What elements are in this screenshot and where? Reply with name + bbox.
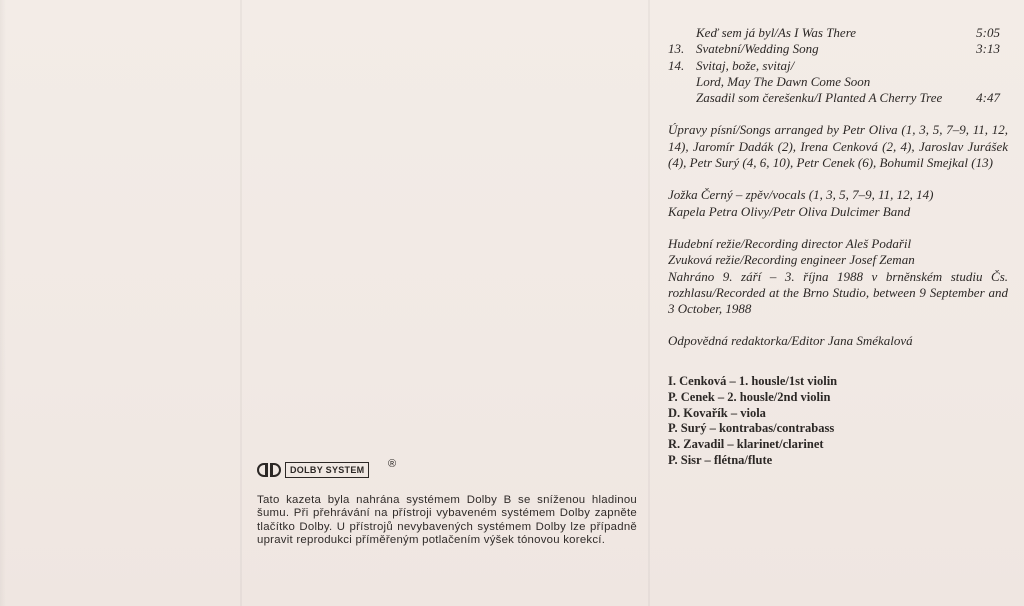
- track-item: Keď sem já byl/As I Was There 5:05: [696, 25, 1000, 40]
- recording-director: Hudební režie/Recording director Aleš Podařil: [668, 235, 912, 251]
- editor-credit: Odpovědná redaktorka/Editor Jana Smékalová: [668, 333, 913, 349]
- fold-line: [648, 0, 650, 606]
- dolby-notice: Tato kazeta byla nahrána systémem Dolby B se sníženou hladinou šumu. Při přehrávání na přístroji vybaveném systémem Dolby zapněte tlačítko Dolby. U přístrojů nevybavených systémem Dolby lze případně upravit reprodukci příměřeným potlačením výšek tónovou korekcí.: [257, 494, 637, 547]
- track-list: [668, 25, 1008, 106]
- list-item: I. Cenková – 1. housle/1st violin: [668, 374, 838, 388]
- credits-column: [668, 25, 1008, 350]
- list-item: P. Sisr – flétna/flute: [668, 452, 773, 467]
- list-item: P. Cenek – 2. housle/2nd violin: [668, 389, 831, 404]
- recording-engineer: Zvuková režie/Recording engineer Josef Zeman: [668, 252, 915, 268]
- track-item: Lord, May The Dawn Come Soon: [696, 73, 871, 89]
- list-item: D. Kovařík – viola: [668, 405, 766, 420]
- track-item: 14. Svitaj, bože, svitaj/: [668, 57, 795, 73]
- vocals-credit: Jožka Černý – zpěv/vocals (1, 3, 5, 7–9, 11, 12, 14): [668, 187, 934, 203]
- list-item: P. Surý – kontrabas/contrabass: [668, 421, 835, 436]
- dolby-logo: [257, 460, 369, 480]
- musicians-list: [668, 374, 988, 469]
- track-item: Zasadil som čerešenku/I Planted A Cherry Tree 4:47: [696, 90, 1000, 106]
- dolby-system-label: DOLBY SYSTEM: [285, 462, 369, 478]
- registered-mark: ®: [388, 458, 397, 470]
- list-item: R. Zavadil – klarinet/clarinet: [668, 437, 824, 452]
- fold-line: [240, 0, 242, 606]
- double-d-icon: [257, 463, 281, 477]
- track-item: 13. Svatební/Wedding Song 3:13: [668, 41, 1000, 57]
- band-credit: Kapela Petra Olivy/Petr Oliva Dulcimer Band: [668, 203, 911, 219]
- recording-info: Nahráno 9. září – 3. října 1988 v brněnském studiu Čs. rozhlasu/Recorded at the Brno Studio, between 9 September and 3 October, 1988: [668, 268, 1008, 317]
- arrangers-credit: Úpravy písní/Songs arranged by Petr Oliva (1, 3, 5, 7–9, 11, 12, 14), Jaromír Dadák (2), Irena Cenková (2, 4), Jaroslav Jurášek (4), Petr Surý (4, 6, 10), Petr Cenek (6), Bohumil Smejkal (13): [668, 122, 1008, 171]
